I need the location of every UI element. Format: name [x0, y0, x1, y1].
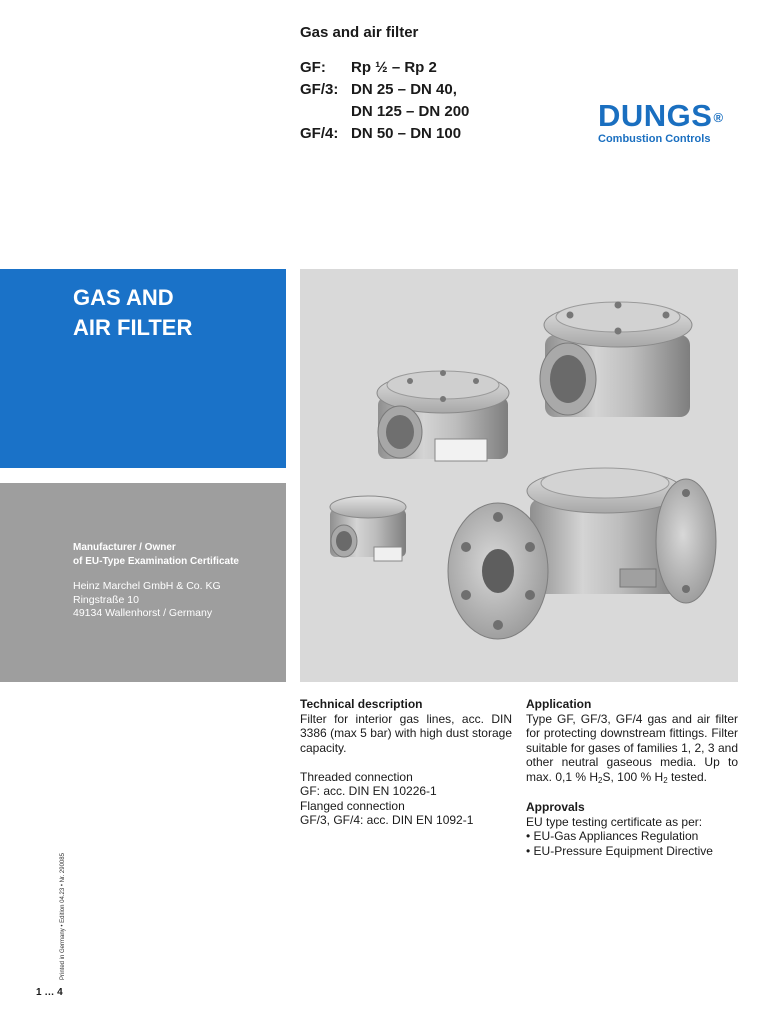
spec-value: Rp ½ – Rp 2 — [351, 59, 437, 76]
company-name: Heinz Marchel GmbH & Co. KG — [73, 580, 221, 592]
manufacturer-address — [73, 580, 221, 621]
product-photo — [300, 269, 738, 682]
section-heading: Approvals — [526, 800, 585, 814]
spec-line — [300, 101, 469, 123]
label-line: Manufacturer / Owner — [73, 542, 176, 553]
logo-tagline: Combustion Controls — [598, 133, 711, 145]
gas-filter-illustration — [300, 269, 738, 682]
section-heading: Application — [526, 697, 592, 711]
list-item: • EU-Gas Appliances Regulation — [526, 829, 699, 843]
technical-description — [300, 697, 512, 828]
application-text: tested. — [667, 769, 707, 784]
subscript: 2 — [663, 775, 668, 785]
label-line: of EU-Type Examination Certificate — [73, 556, 239, 567]
approvals-list — [526, 829, 738, 858]
spec-line — [300, 57, 469, 79]
street: Ringstraße 10 — [73, 593, 139, 606]
subscript: 2 — [598, 775, 603, 785]
technical-body: Filter for interior gas lines, acc. DIN 3386 (max 5 bar) with high dust storage capacity. — [300, 711, 512, 755]
application-section — [526, 697, 738, 858]
filter-large-threaded — [540, 302, 692, 418]
filter-small — [330, 496, 406, 561]
product-header — [300, 24, 469, 145]
filter-flanged — [448, 468, 716, 639]
title-line: GAS AND — [73, 285, 174, 310]
threaded-label: Threaded connection — [300, 769, 413, 784]
spec-value: DN 50 – DN 100 — [351, 125, 462, 142]
application-text: S, 100 % H — [602, 769, 664, 784]
city: 49134 Wallenhorst / Germany — [73, 607, 213, 619]
approvals-intro: EU type testing certificate as per: — [526, 814, 703, 829]
application-body — [526, 712, 738, 789]
spec-key: GF/3: — [300, 81, 339, 98]
manufacturer-label — [73, 541, 239, 569]
spec-value: DN 125 – DN 200 — [351, 103, 470, 120]
spec-key: GF: — [300, 59, 326, 76]
section-heading: Technical description — [300, 697, 423, 711]
title-line: AIR FILTER — [73, 315, 193, 340]
registered-mark: ® — [713, 110, 724, 125]
document-title — [73, 283, 192, 343]
flanged-label: Flanged connection — [300, 798, 405, 813]
application-text: Type GF, GF/3, GF/4 gas and air filter for protecting downstream fittings. Filter suitable for gases of families 1, 2, 3 and other neutral gaseous media. Up to max. 0,1 % H — [526, 711, 738, 784]
page-number: 1 … 4 — [36, 987, 63, 998]
flanged-value: GF/3, GF/4: acc. DIN EN 1092-1 — [300, 813, 474, 827]
spec-line — [300, 123, 469, 145]
filter-medium — [377, 370, 509, 461]
spec-key: GF/4: — [300, 125, 339, 142]
product-subtitle: Gas and air filter — [300, 24, 419, 41]
threaded-value: GF: acc. DIN EN 10226-1 — [300, 784, 437, 798]
manufacturer-panel — [0, 483, 286, 682]
print-note: Printed in Germany • Edition 04.23 • Nr. 290085 — [60, 853, 66, 980]
list-item: • EU-Pressure Equipment Directive — [526, 843, 713, 858]
logo-brand-text: DUNGS — [598, 98, 713, 133]
dungs-logo — [598, 100, 724, 145]
spec-value: DN 25 – DN 40, — [351, 81, 457, 98]
logo-brand — [598, 100, 724, 132]
title-banner — [0, 269, 286, 468]
spec-line — [300, 79, 469, 101]
